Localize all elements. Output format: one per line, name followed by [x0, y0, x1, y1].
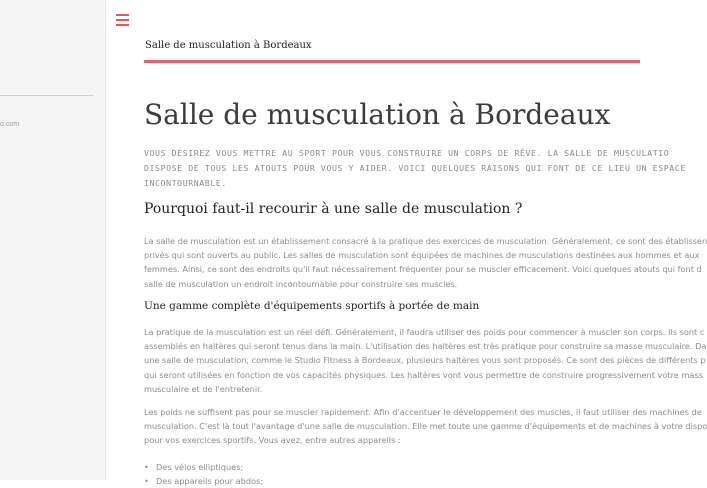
- paragraph-line: privés qui sont ouverts au public. Les salles de musculation sont équipées de machines de musculations destinées aux hommes et aux: [144, 250, 700, 261]
- paragraph-line: La salle de musculation est un établissement consacré à la pratique des exercices de musculation. Généralement, ce sont des établissen: [144, 236, 707, 246]
- sidebar: [0, 0, 106, 480]
- paragraph-line: La pratique de la musculation est un réel défi. Généralement, il faudra utiliser des poids pour commencer à muscler son corps. Ils sont c: [144, 327, 705, 337]
- site-title[interactable]: Salle de musculation à Bordeaux: [145, 40, 312, 51]
- article: [144, 0, 707, 487]
- paragraph-line: salle de musculation un endroit incontournable pour construire ses muscles.: [144, 278, 458, 289]
- intro-line: VOUS DÉSIREZ VOUS METTRE AU SPORT POUR VOUS CONSTRUIRE UN CORPS DE RÊVE. LA SALLE DE MUSCULATIO: [144, 148, 670, 158]
- paragraph-line: pour vos exercices sportifs. Vous avez, entre autres appareils :: [144, 435, 401, 446]
- paragraph-3: [144, 405, 707, 448]
- intro-line: DISPOSE DE TOUS LES ATOUTS POUR VOUS Y AIDER. VOICI QUELQUES RAISONS QUI FONT DE CE LIEU UN ESPACE: [144, 163, 686, 173]
- paragraph-line: une salle de musculation, comme le Studio Fitness à Bordeaux, plusieurs haltères vous sont proposés. Ce sont des pièces de différents p: [144, 355, 706, 366]
- paragraph-line: musculation. C'est là tout l'avantage d'une salle de musculation. Elle met toute une gamme d'équipements et de machines à votre dispo: [144, 421, 707, 432]
- equipment-list: [144, 460, 263, 488]
- subsection-heading: Une gamme complète d'équipements sportifs à portée de main: [144, 300, 480, 312]
- sidebar-domain-text: o.com: [0, 121, 20, 128]
- section-heading: Pourquoi faut-il recourir à une salle de musculation ?: [144, 201, 523, 217]
- paragraph-line: assemblés en haltères qui seront tenus dans la main. L'utilisation des haltères est très pratique pour construire sa masse musculaire. Da: [144, 341, 707, 352]
- list-item: • Des vélos elliptiques;: [144, 460, 263, 474]
- paragraph-line: qui seront utilisées en fonction de vos capacités physiques. Les haltères vont vous permettre de construire progressivement votre mass: [144, 369, 703, 380]
- paragraph-line: musculaire et de l'entretenir.: [144, 383, 263, 394]
- paragraph-2: [144, 325, 707, 396]
- paragraph-line: femmes. Ainsi, ce sont des endroits qu'il faut nécessairement fréquenter pour se muscler efficacement. Voici quelques atouts qui font d: [144, 264, 702, 275]
- sidebar-divider: [0, 95, 93, 96]
- intro-text: [144, 146, 686, 191]
- paragraph-line: Les poids ne suffisent pas pour se muscler rapidement. Afin d'accentuer le développement des muscles, il faut utiliser des machines de: [144, 407, 702, 417]
- paragraph-1: [144, 234, 707, 291]
- page-title: Salle de musculation à Bordeaux: [144, 98, 611, 131]
- list-item: • Des appareils pour abdos;: [144, 474, 263, 488]
- intro-line: INCONTOURNABLE.: [144, 178, 227, 188]
